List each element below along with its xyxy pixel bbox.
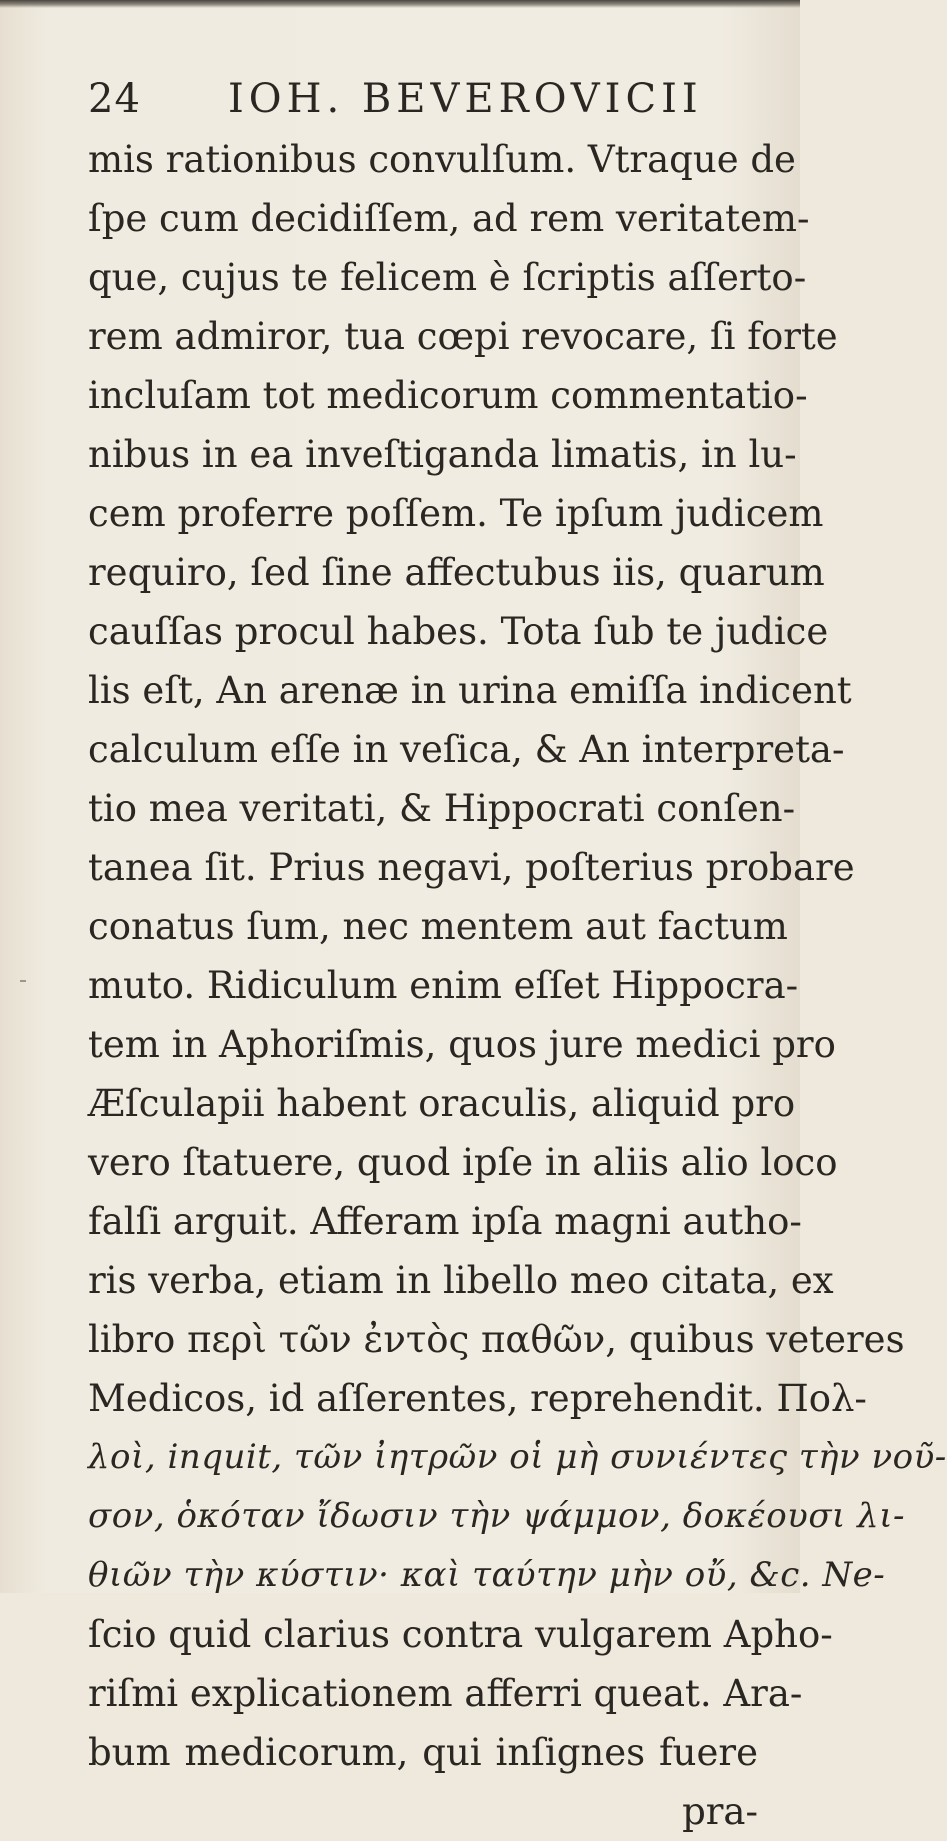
running-header (88, 76, 728, 126)
text-line: Æſculapii habent oraculis, aliquid pro (88, 1082, 796, 1125)
text-line: rem admiror, tua cœpi revocare, ſi forte (88, 315, 838, 358)
margin-mark (20, 980, 26, 982)
page-top-edge (0, 0, 800, 8)
running-title: IOH. BEVEROVICII (228, 76, 703, 122)
text-line: mis rationibus convulſum. Vtraque de (88, 138, 796, 181)
text-line: que, cujus te felicem è ſcriptis aſſerto- (88, 256, 807, 299)
text-line: nibus in ea inveſtiganda limatis, in lu- (88, 433, 797, 476)
text-line: muto. Ridiculum enim eſſet Hippocra- (88, 964, 799, 1007)
text-line: riſmi explicationem afferri queat. Ara- (88, 1672, 803, 1715)
text-line: libro περὶ τῶν ἐντὸς παθῶν, quibus veteres (88, 1318, 905, 1361)
greek-text-line: σον, ὁκόταν ἴδωσιν τὴν ψάμμον, δοκέουσι λι- (88, 1496, 906, 1536)
text-line: requiro, ſed ſine affectubus iis, quarum (88, 551, 825, 594)
greek-text-line: θιῶν τὴν κύστιν· καὶ ταύτην μὴν οὔ, &c. Ne- (88, 1555, 886, 1595)
text-line: bum medicorum, qui inſignes fuere (88, 1731, 758, 1774)
text-line: lis eſt, An arenæ in urina emiſſa indicent (88, 669, 852, 712)
text-line: falſi arguit. Afferam ipſa magni autho- (88, 1200, 802, 1243)
text-line: vero ſtatuere, quod ipſe in aliis alio loco (88, 1141, 838, 1184)
text-line: incluſam tot medicorum commentatio- (88, 374, 808, 417)
greek-text-line: λοὶ, inquit, τῶν ἰητρῶν οἱ μὴ συνιέντες τὴν νοῦ- (88, 1437, 947, 1477)
text-line: tio mea veritati, & Hippocrati conſen- (88, 787, 796, 830)
text-line: cauſſas procul habes. Tota ſub te judice (88, 610, 829, 653)
text-line: Medicos, id aſſerentes, reprehendit. Πολ- (88, 1377, 867, 1420)
text-line: ris verba, etiam in libello meo citata, ex (88, 1259, 834, 1302)
text-line: cem proferre poſſem. Te ipſum judicem (88, 492, 824, 535)
text-line: ſcio quid clarius contra vulgarem Apho- (88, 1613, 833, 1656)
page-number: 24 (88, 76, 141, 122)
text-line: conatus ſum, nec mentem aut factum (88, 905, 788, 948)
text-line: tanea ſit. Prius negavi, poſterius probare (88, 846, 855, 889)
text-line: tem in Aphoriſmis, quos jure medici pro (88, 1023, 836, 1066)
text-line: calculum eſſe in veſica, & An interpreta- (88, 728, 845, 771)
catchword: pra- (682, 1790, 758, 1833)
body-text (88, 130, 947, 1841)
text-line: ſpe cum decidiſſem, ad rem veritatem- (88, 197, 810, 240)
